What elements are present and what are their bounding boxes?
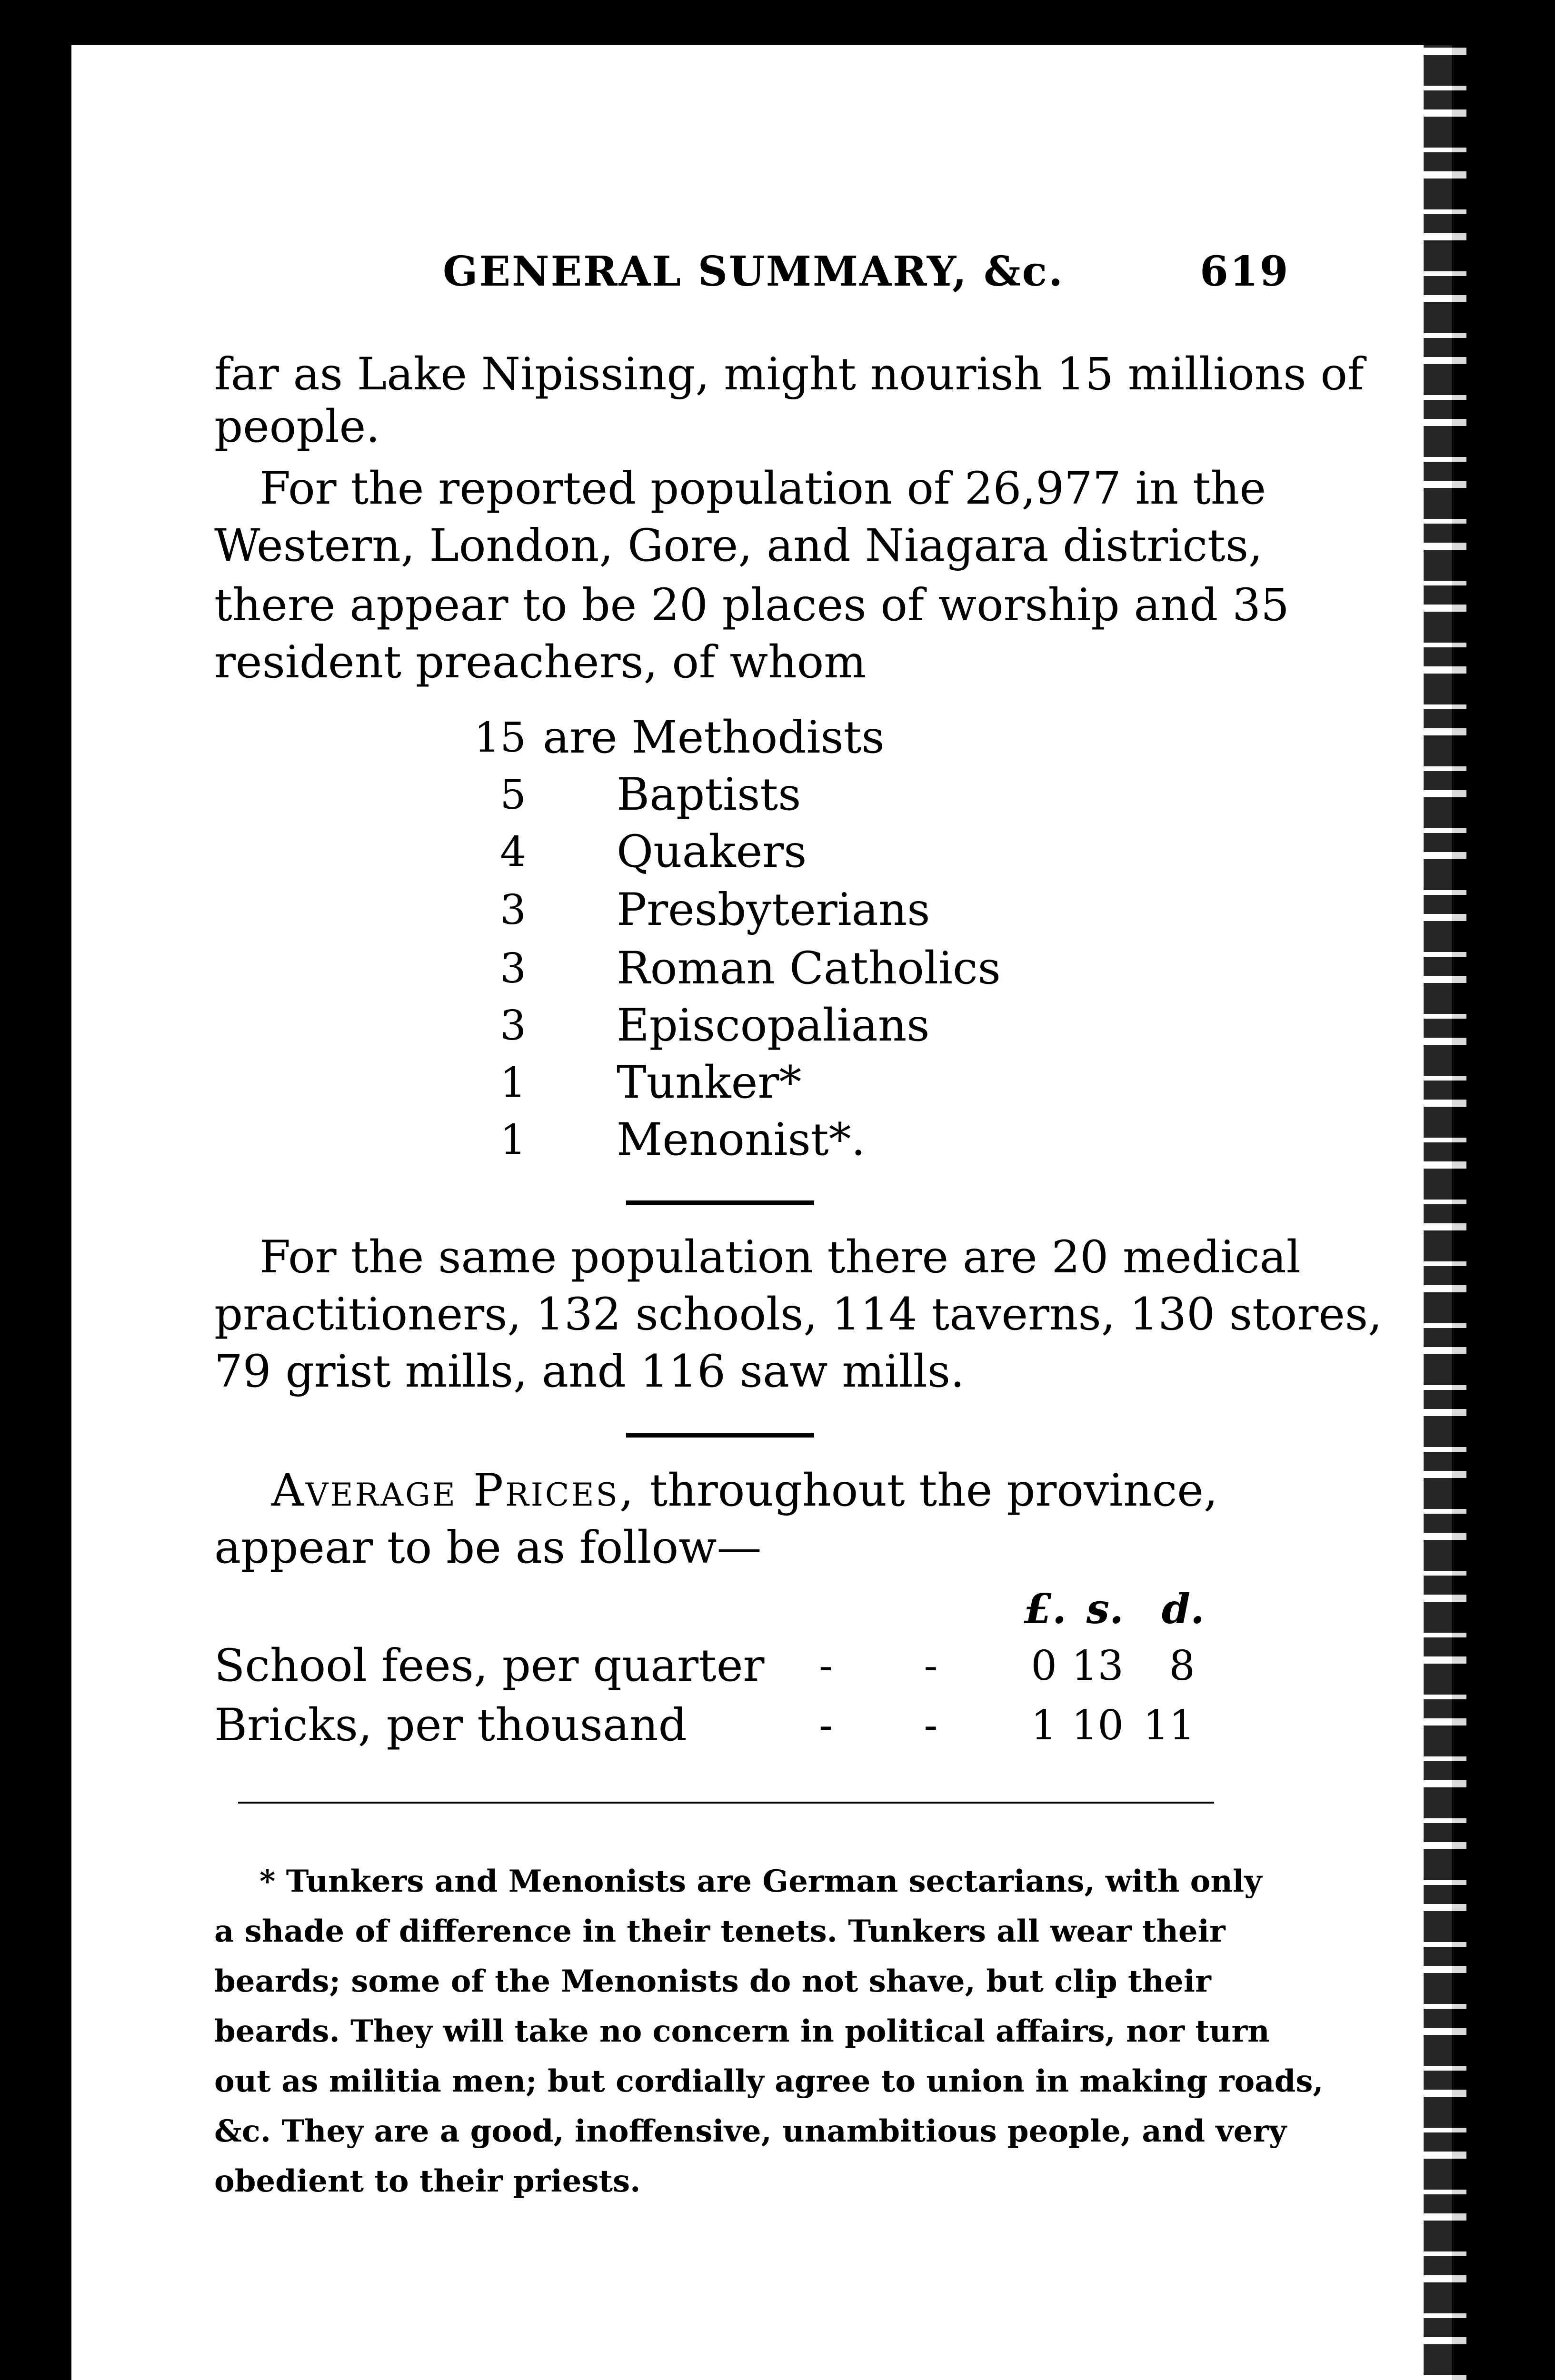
column-shillings: s.	[1086, 1585, 1124, 1633]
price-dashes: - -	[819, 1642, 938, 1690]
denomination-name: Quakers	[617, 826, 807, 878]
price-dashes: - -	[819, 1702, 938, 1749]
column-pence: d.	[1161, 1585, 1205, 1633]
footnote-line: &c. They are a good, inoffensive, unambitious people, and very	[214, 2113, 1287, 2149]
running-title: GENERAL SUMMARY, &c.	[443, 248, 1064, 296]
column-pounds: £.	[1024, 1585, 1067, 1633]
denomination-count: 3	[500, 1002, 526, 1050]
denomination-count: 4	[500, 828, 526, 876]
body-line: For the reported population of 26,977 in the	[259, 463, 1266, 515]
page-number: 619	[1200, 248, 1290, 296]
price-pounds: 0	[1031, 1642, 1057, 1690]
denomination-count: 3	[500, 945, 526, 992]
body-line: practitioners, 132 schools, 114 taverns, 130 stores,	[214, 1289, 1383, 1340]
body-line: Western, London, Gore, and Niagara districts,	[214, 520, 1263, 572]
footnote-line: out as militia men; but cordially agree to union in making roads,	[214, 2063, 1324, 2099]
body-line: people.	[214, 401, 380, 453]
section-divider	[626, 1433, 814, 1438]
body-line: far as Lake Nipissing, might nourish 15 millions of	[214, 348, 1364, 400]
denomination-name: Episcopalians	[617, 1000, 930, 1051]
denomination-count: 5	[500, 771, 526, 819]
price-shillings: 10	[1071, 1702, 1124, 1749]
price-item: School fees, per quarter	[214, 1640, 765, 1692]
body-line: For the same population there are 20 medical	[259, 1231, 1301, 1283]
prices-heading-line	[271, 1465, 1218, 1517]
footnote-line: beards; some of the Menonists do not shave, but clip their	[214, 1964, 1211, 1999]
price-pence: 11	[1143, 1702, 1195, 1749]
denomination-name: Roman Catholics	[617, 942, 1001, 994]
prices-heading: Average Prices,	[271, 1465, 636, 1517]
denomination-count: 1	[500, 1059, 526, 1107]
denomination-name: Tunker*	[617, 1057, 802, 1109]
price-pence: 8	[1169, 1642, 1195, 1690]
price-shillings: 13	[1071, 1642, 1124, 1690]
denomination-name: Menonist*.	[617, 1114, 866, 1166]
footnote-line: obedient to their priests.	[214, 2163, 641, 2199]
section-divider	[626, 1200, 814, 1205]
denomination-name: Presbyterians	[617, 884, 930, 936]
denomination-count: 3	[500, 886, 526, 934]
denomination-count: 15	[474, 714, 526, 762]
prices-intro: appear to be as follow—	[214, 1522, 762, 1574]
footnote-line: beards. They will take no concern in political affairs, nor turn	[214, 2013, 1270, 2049]
body-line: resident preachers, of whom	[214, 636, 867, 688]
footnote-line: a shade of difference in their tenets. Tunkers all wear their	[214, 1914, 1226, 1949]
prices-heading-rest: throughout the province,	[649, 1465, 1218, 1517]
denomination-name: Baptists	[617, 769, 801, 821]
footnote-line: * Tunkers and Menonists are German sectarians, with only	[259, 1864, 1262, 1899]
body-line: 79 grist mills, and 116 saw mills.	[214, 1346, 965, 1398]
denomination-count: 1	[500, 1116, 526, 1164]
denomination-name: are Methodists	[543, 712, 885, 764]
price-pounds: 1	[1031, 1702, 1057, 1749]
body-line: there appear to be 20 places of worship and 35	[214, 579, 1289, 631]
price-item: Bricks, per thousand	[214, 1699, 687, 1751]
footnote-rule	[238, 1802, 1214, 1804]
page-edge-scan-artifact	[1424, 29, 1466, 2380]
